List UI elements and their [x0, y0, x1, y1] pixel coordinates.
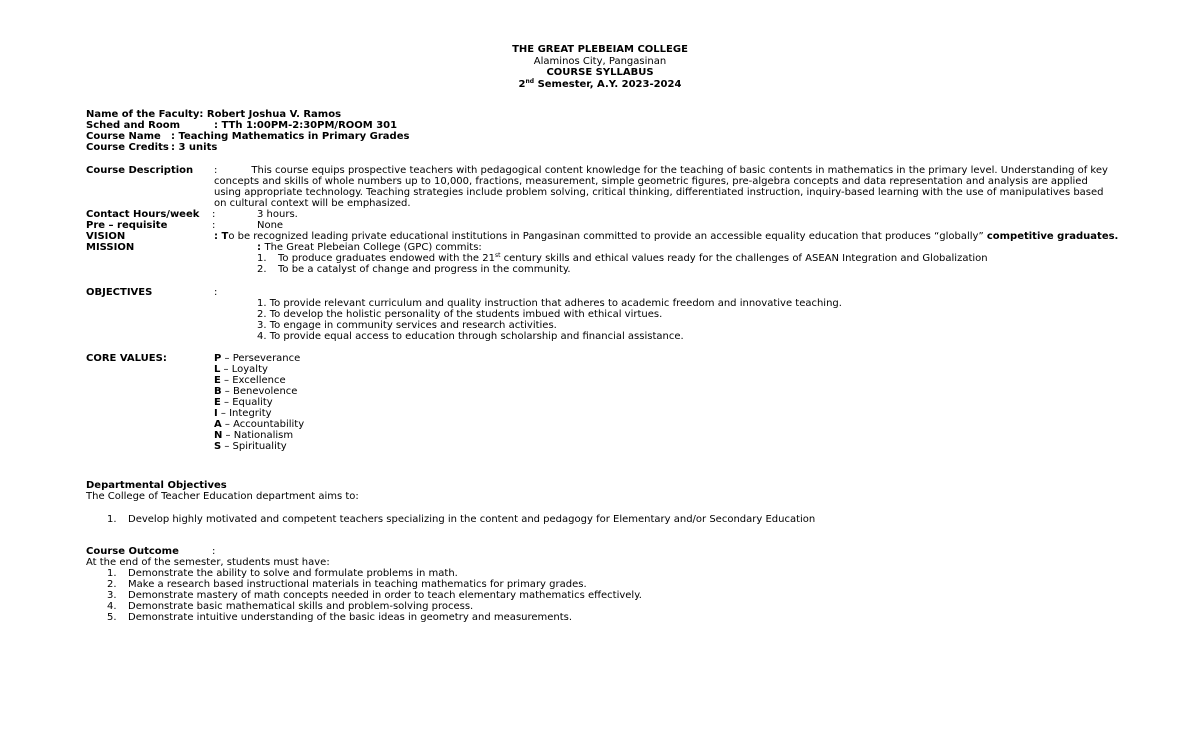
objective-item: 2. To develop the holistic personality of the students imbued with ethical virtues. — [257, 309, 663, 320]
mission-item: 1. To produce graduates endowed with the 21st century skills and ethical values ready for the challenges of ASEAN Integration and Globalization — [257, 252, 988, 264]
prerequisite-value: None — [257, 220, 284, 231]
course-outcome-intro: At the end of the semester, students must have: — [86, 557, 330, 568]
core-value-item: S – Spirituality — [214, 441, 287, 452]
objective-item: 3. To engage in community services and research activities. — [257, 320, 557, 331]
course-name-label: Course Name — [86, 131, 161, 142]
core-value-item: E – Equality — [214, 397, 273, 408]
objectives-colon: : — [214, 287, 218, 298]
prerequisite-label: Pre – requisite — [86, 220, 168, 231]
core-value-item: P – Perseverance — [214, 353, 301, 364]
contact-hours-colon: : — [212, 209, 216, 220]
description-text: : This course equips prospective teachers with pedagogical content knowledge for the teaching of basic contents in mathematics in the primary level. Understanding of key concepts and skills of whole numbers up to 10,000, fractions, measurement, simple geometric figures, pre-algebra concepts and data representation and analysis are applied using appropriate technology. Teaching strategies include problem solving, critical thinking, differentiated instruction, inquiry-based learning with the use of manipulatives based on cultural context will be emphasized. — [214, 165, 1108, 209]
departmental-title: Departmental Objectives — [86, 480, 227, 491]
contact-hours-value: 3 hours. — [257, 209, 298, 220]
faculty-name: Name of the Faculty: Robert Joshua V. Ramos — [86, 109, 342, 120]
departmental-intro: The College of Teacher Education department aims to: — [86, 491, 359, 502]
objective-item: 1. To provide relevant curriculum and quality instruction that adheres to academic freedom and innovative teaching. — [257, 298, 842, 309]
core-value-item: A – Accountability — [214, 419, 305, 430]
document-header — [0, 44, 1200, 90]
mission-item: 2. To be a catalyst of change and progress in the community. — [257, 264, 571, 275]
vision-label: VISION — [86, 231, 126, 242]
core-values-label: CORE VALUES: — [86, 353, 167, 364]
course-outcome-colon: : — [212, 546, 216, 557]
document-title: COURSE SYLLABUS — [546, 67, 654, 78]
course-outcome-label: Course Outcome — [86, 546, 179, 557]
prerequisite-colon: : — [212, 220, 216, 231]
outcome-item: 3. Demonstrate mastery of math concepts needed in order to teach elementary mathematics effectively. — [107, 590, 642, 601]
outcome-item: 5. Demonstrate intuitive understanding of the basic ideas in geometry and measurements. — [107, 612, 573, 623]
vision-text: : To be recognized leading private educational institutions in Pangasinan committed to provide an accessible equality education that produces “globally” competitive graduates. — [214, 231, 1119, 242]
objectives-label: OBJECTIVES — [86, 287, 153, 298]
core-value-item: I – Integrity — [214, 408, 272, 419]
core-value-item: B – Benevolence — [214, 386, 298, 397]
objective-item: 4. To provide equal access to education through scholarship and financial assistance. — [257, 331, 684, 342]
college-name: THE GREAT PLEBEIAM COLLEGE — [512, 44, 688, 55]
contact-hours-label: Contact Hours/week — [86, 209, 200, 220]
semester-line: 2nd Semester, A.Y. 2023-2024 — [518, 77, 682, 90]
mission-intro: : The Great Plebeian College (GPC) commits: — [257, 242, 482, 253]
outcome-item: 4. Demonstrate basic mathematical skills and problem-solving process. — [107, 601, 474, 612]
course-credits-value: : 3 units — [171, 142, 218, 153]
sched-value: : TTh 1:00PM-2:30PM/ROOM 301 — [214, 120, 398, 131]
course-credits-label: Course Credits — [86, 142, 169, 153]
mission-label: MISSION — [86, 242, 135, 253]
outcome-item: 2. Make a research based instructional materials in teaching mathematics for primary grades. — [107, 579, 587, 590]
outcome-item: 1. Demonstrate the ability to solve and formulate problems in math. — [107, 568, 458, 579]
description-label: Course Description — [86, 165, 194, 176]
course-name-value: : Teaching Mathematics in Primary Grades — [171, 131, 410, 142]
core-value-item: E – Excellence — [214, 375, 286, 386]
core-value-item: N – Nationalism — [214, 430, 294, 441]
college-location: Alaminos City, Pangasinan — [533, 55, 667, 67]
core-value-item: L – Loyalty — [214, 364, 268, 375]
departmental-item: 1. Develop highly motivated and competent teachers specializing in the content and pedagogy for Elementary and/or Secondary Education — [107, 514, 816, 525]
sched-label: Sched and Room — [86, 120, 181, 131]
